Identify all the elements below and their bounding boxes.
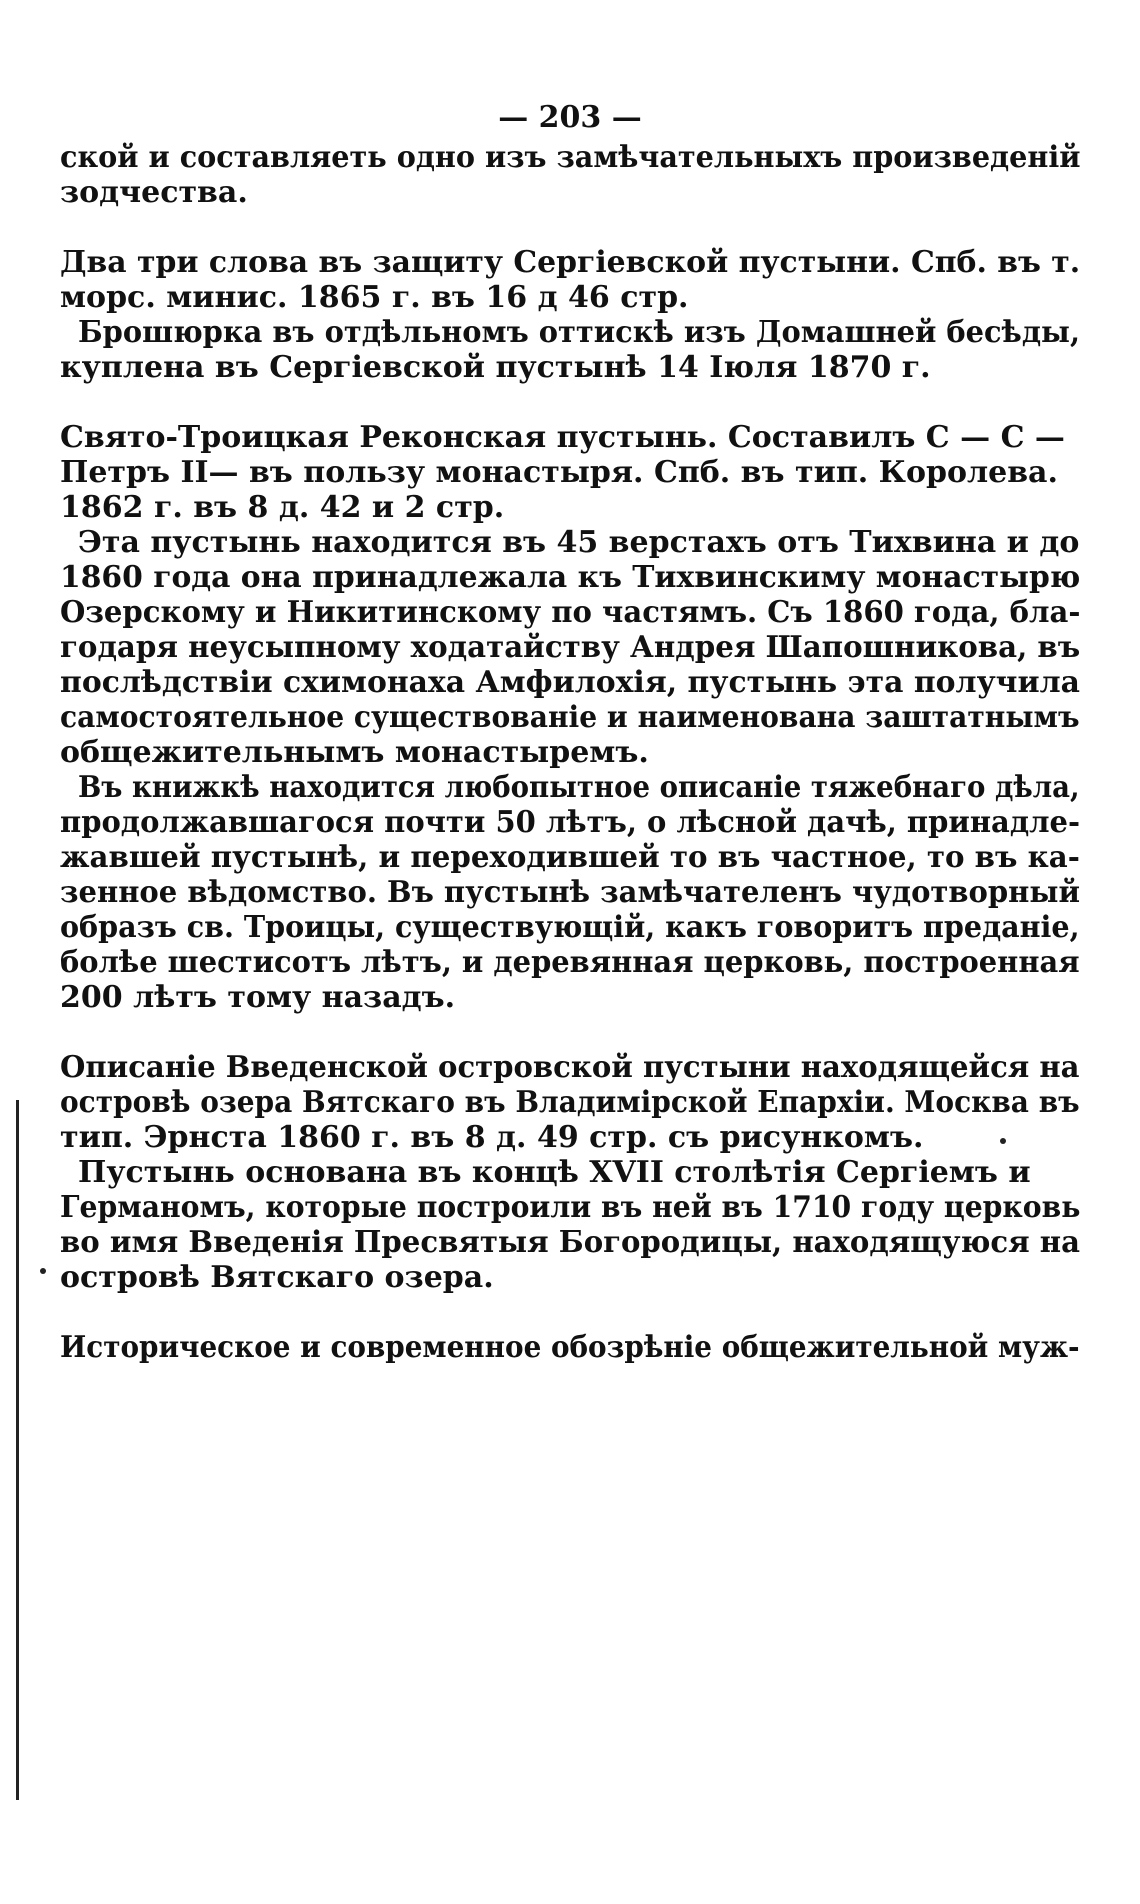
entry-heading: Свято-Троицкая Реконская пустынь. Составилъ С — С — [60,420,1065,455]
text-line: Германомъ, которые построили въ ней въ 1710 году церковь [60,1190,1081,1225]
text-line: куплена въ Сергіевской пустынѣ 14 Іюля 1870 г. [60,350,931,385]
text-line: болѣе шестисотъ лѣтъ, и деревянная церковь, построенная [60,945,1080,980]
text-line: островѣ озера Вятскаго въ Владимірской Епархіи. Москва въ [60,1085,1080,1120]
entry-heading: Описаніе Введенской островской пустыни находящейся на [60,1050,1080,1085]
text-line: морс. минис. 1865 г. въ 16 д 46 стр. [60,280,689,315]
text-line: зенное вѣдомство. Въ пустынѣ замѣчателенъ чудотворный [60,875,1081,910]
text-line: Петръ II— въ пользу монастыря. Спб. въ тип. Королева. [60,455,1058,490]
page-number: — 203 — [498,100,642,135]
text-line: зодчества. [60,175,248,210]
text-line: ской и составляеть одно изъ замѣчательныхъ произведеній [60,140,1081,175]
text-line: общежительнымъ монастыремъ. [60,735,649,770]
scan-speck [1000,1138,1006,1144]
text-line: образъ св. Троицы, существующій, какъ говоритъ преданіе, [60,910,1080,945]
text-line: жавшей пустынѣ, и переходившей то въ частное, то въ ка- [60,840,1080,875]
entry-heading: Два три слова въ защиту Сергіевской пустыни. Спб. въ т. [60,245,1081,280]
text-line: Эта пустынь находится въ 45 верстахъ отъ Тихвина и до [78,525,1080,560]
entry-heading: Историческое и современное обозрѣніе общежительной муж- [60,1330,1080,1365]
text-line: 1862 г. въ 8 д. 42 и 2 стр. [60,490,505,525]
text-line: Пустынь основана въ концѣ XVII столѣтія Сергіемъ и [78,1155,1031,1190]
text-line: послѣдствіи схимонаха Амфилохія, пустынь эта получила [60,665,1080,700]
text-line: островѣ Вятскаго озера. [60,1260,494,1295]
text-line: тип. Эрнста 1860 г. въ 8 д. 49 стр. съ рисункомъ. [60,1120,924,1155]
text-line: Брошюрка въ отдѣльномъ оттискѣ изъ Домашней бесѣды, [78,315,1081,350]
text-line: Въ книжкѣ находится любопытное описаніе тяжебнаго дѣла, [78,770,1080,805]
scan-edge-line [16,1100,19,1800]
text-line: Озерскому и Никитинскому по частямъ. Съ 1860 года, бла- [60,595,1081,630]
text-line: годаря неусыпному ходатайству Андрея Шапошникова, въ [60,630,1081,665]
scan-speck [40,1268,46,1274]
text-line: самостоятельное существованіе и наименована заштатнымъ [60,700,1080,735]
text-line: продолжавшагося почти 50 лѣтъ, о лѣсной дачѣ, принадле- [60,805,1081,840]
text-line: 1860 года она принадлежала къ Тихвинскиму монастырю [60,560,1081,595]
text-line: во имя Введенія Пресвятыя Богородицы, находящуюся на [60,1225,1081,1260]
text-line: 200 лѣтъ тому назадъ. [60,980,456,1015]
